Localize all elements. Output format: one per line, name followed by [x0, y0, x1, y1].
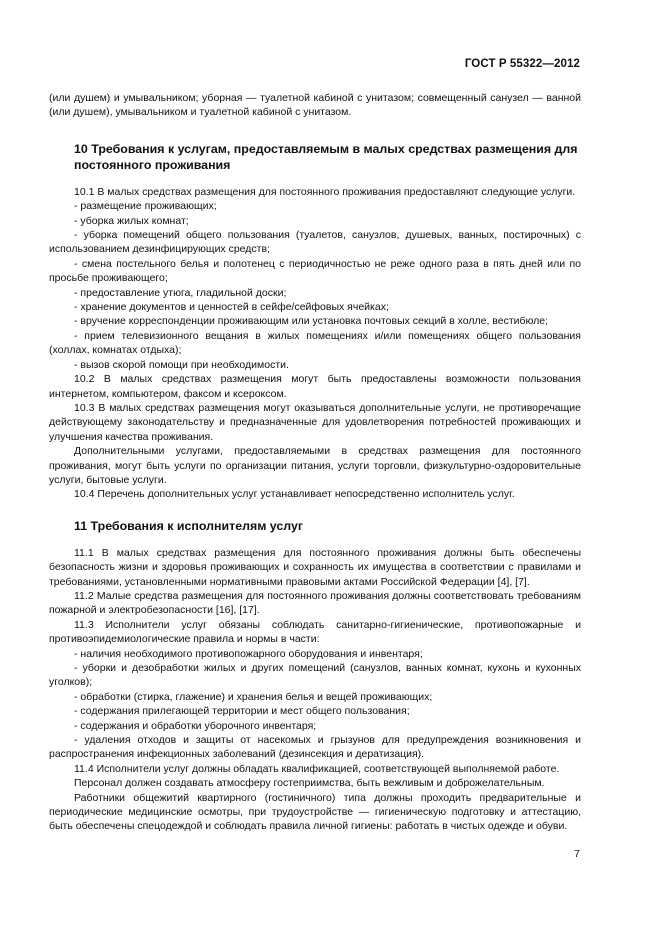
paragraph: Персонал должен создавать атмосферу гостеприимства, быть вежливым и доброжелательным.	[74, 777, 545, 790]
section-11-body	[49, 546, 581, 834]
paragraph: Работники общежитий квартирного (гостиничного) типа должны проходить предварительные и периодические медицинские осмотры, при трудоустройстве — гигиеническую подготовку и аттестацию, быть обеспечены спецодеждой и соблюдать правила личной гигиены: работать в чистых одежде и обуви.	[49, 791, 581, 833]
paragraph: 11.1 В малых средствах размещения для постоянного проживания должны быть обеспечены безопасность жизни и здоровья проживающих и сохранность их имущества в соответствии с правилами и требованиями, установленными нормативными правовыми актами Российской Федерации [4], [7].	[49, 546, 581, 588]
list-item: - размещение проживающих;	[74, 200, 217, 213]
list-item: - хранение документов и ценностей в сейфе/сейфовых ячейках;	[74, 301, 389, 314]
list-item: - смена постельного белья и полотенец с периодичностью не реже одного раза в пять дней или по просьбе проживающего;	[49, 257, 581, 285]
section-10-body	[49, 185, 581, 502]
list-item: - наличия необходимого противопожарного оборудования и инвентаря;	[74, 647, 423, 660]
list-item: - вызов скорой помощи при необходимости.	[74, 358, 289, 371]
list-item: - уборки и дезобработки жилых и других помещений (санузлов, ванных комнат, кухонь и кухонных уголков);	[49, 662, 581, 689]
intro-paragraph: (или душем) и умывальником; уборная — туалетной кабиной с унитазом; совмещенный санузел — ванной (или душем), умывальником и туалетной кабиной с унитазом.	[49, 92, 581, 119]
paragraph: 11.4 Исполнители услуг должны обладать квалификацией, соответствующей выполняемой работе.	[74, 762, 560, 775]
document-body	[49, 91, 581, 834]
list-item: - удаления отходов и защиты от насекомых и грызунов для предупреждения возникновения и распространения инфекционных заболеваний (дезинсекция и дератизация).	[49, 734, 581, 761]
page-number: 7	[574, 848, 580, 860]
list-item: - уборка жилых комнат;	[74, 214, 189, 227]
paragraph: 10.4 Перечень дополнительных услуг устанавливает непосредственно исполнитель услуг.	[74, 488, 515, 501]
standard-number: ГОСТ Р 55322—2012	[464, 58, 580, 70]
list-item: - содержания и обработки уборочного инвентаря;	[74, 719, 317, 732]
list-item: - вручение корреспонденции проживающим или установка почтовых секций в холле, вестибюле;	[74, 315, 549, 328]
section-10-heading: 10 Требования к услугам, предоставляемым в малых средствах размещения для постоянного проживания	[74, 141, 578, 172]
list-item: - содержания прилегающей территории и мест общего пользования;	[74, 705, 410, 718]
paragraph: Дополнительными услугами, предоставляемыми в средствах размещения для постоянного проживания, могут быть услуги по организации питания, услуги торговли, физкультурно-оздоровительные услуги, бытовые услуги.	[49, 445, 581, 486]
list-item: - прием телевизионного вещания в жилых помещениях и/или помещениях общего пользования (холлах, комнатах отдыха);	[49, 329, 581, 357]
list-item: - предоставление утюга, гладильной доски;	[74, 286, 287, 299]
paragraph: 11.3 Исполнители услуг обязаны соблюдать санитарно-гигиенические, противопожарные и противоэпидемиологические правила и нормы в части:	[49, 618, 581, 646]
section-11-heading: 11 Требования к исполнителям услуг	[74, 518, 304, 533]
paragraph: 11.2 Малые средства размещения для постоянного проживания должны соответствовать требованиям пожарной и электробезопасности [16], [17].	[49, 589, 581, 617]
paragraph: 10.2 В малых средствах размещения могут быть предоставлены возможности пользования интернетом, компьютером, факсом и ксероксом.	[49, 373, 581, 400]
list-item: - обработки (стирка, глажение) и хранения белья и вещей проживающих;	[74, 690, 433, 703]
paragraph: 10.1 В малых средствах размещения для постоянного проживания предоставляют следующие услуги.	[74, 185, 576, 198]
paragraph: 10.3 В малых средствах размещения могут оказываться дополнительные услуги, не противоречащие действующему законодательству и предназначенные для удовлетворения потребностей проживающих и улучшения качества проживания.	[49, 401, 581, 443]
list-item: - уборка помещений общего пользования (туалетов, санузлов, душевых, ванных, постирочных) с использованием дезинфицирующих средств;	[49, 229, 581, 256]
